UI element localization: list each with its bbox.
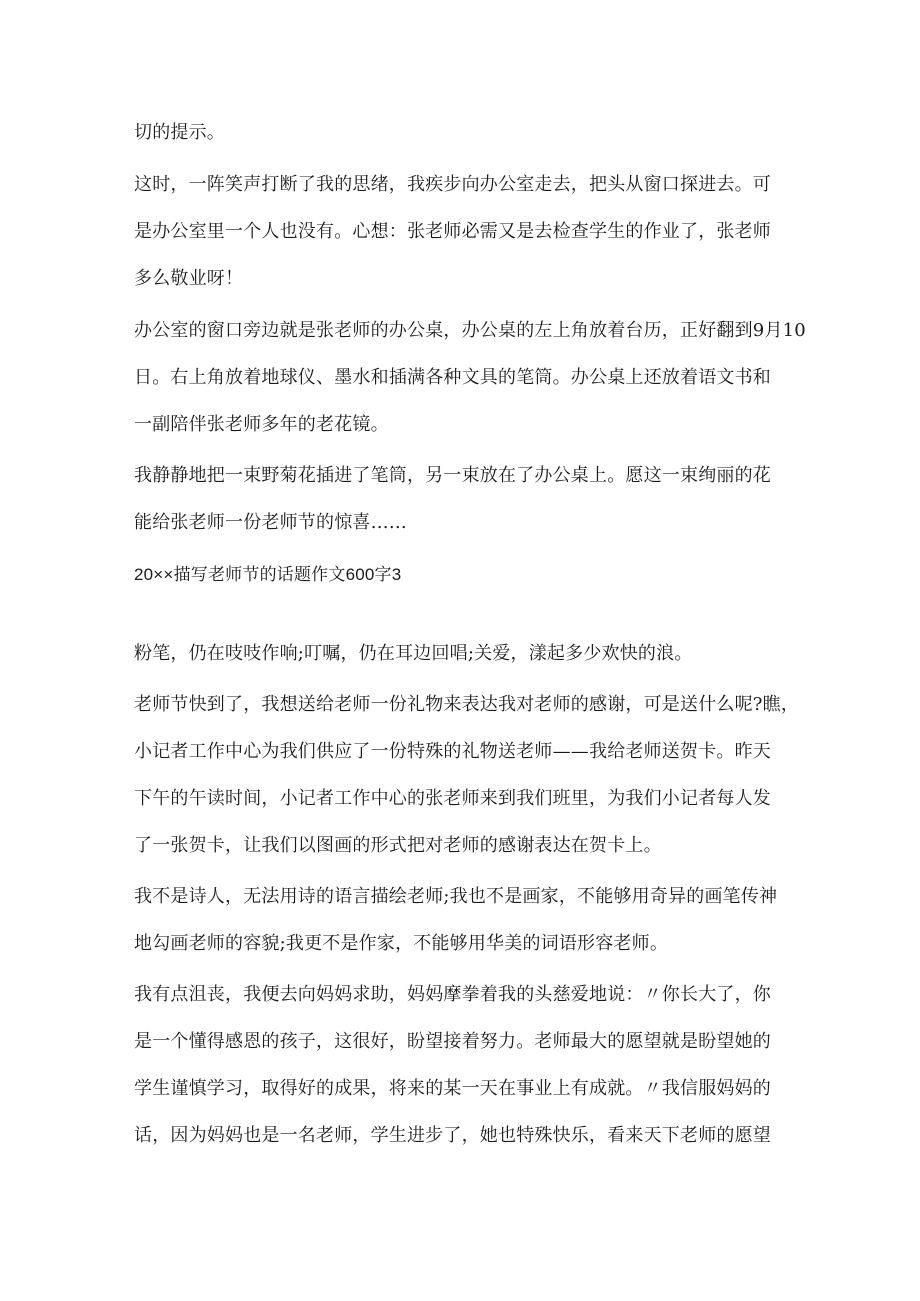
paragraph-line: 我不是诗人，无法用诗的语言描绘老师;我也不是画家，不能够用奇异的画笔传神	[134, 886, 778, 907]
paragraph-line: 小记者工作中心为我们供应了一份特殊的礼物送老师——我给老师送贺卡。昨天	[134, 741, 771, 762]
paragraph-line: 我有点沮丧，我便去向妈妈求助，妈妈摩拳着我的头慈爱地说：〃你长大了，你	[134, 984, 771, 1005]
paragraph-line: 粉笔，仍在吱吱作响;叮嘱，仍在耳边回唱;关爱，漾起多少欢快的浪。	[134, 643, 693, 664]
paragraph-line: 是办公室里一个人也没有。心想：张老师必需又是去检查学生的作业了，张老师	[134, 221, 771, 242]
paragraph-line: 这时，一阵笑声打断了我的思绪，我疾步向办公室走去，把头从窗口探进去。可	[134, 174, 771, 195]
paragraph-line: 能给张老师一份老师节的惊喜……	[134, 512, 407, 533]
paragraph-line: 下午的午读时间，小记者工作中心的张老师来到我们班里，为我们小记者每人发	[134, 788, 771, 809]
paragraph-line: 地勾画老师的容貌;我更不是作家，不能够用华美的词语形容老师。	[134, 933, 669, 954]
paragraph-line: 办公室的窗口旁边就是张老师的办公桌，办公桌的左上角放着台历，正好翻到9月10	[134, 320, 806, 341]
paragraph-line: 话，因为妈妈也是一名老师，学生进步了，她也特殊快乐，看来天下老师的愿望	[134, 1125, 771, 1146]
paragraph-line: 了一张贺卡，让我们以图画的形式把对老师的感谢表达在贺卡上。	[134, 835, 662, 856]
section-heading: 20××描写老师节的话题作文600字3	[134, 565, 402, 584]
paragraph-line: 多么敬业呀！	[134, 268, 244, 289]
paragraph-line: 老师节快到了，我想送给老师一份礼物来表达我对老师的感谢，可是送什么呢?瞧，	[134, 694, 800, 715]
paragraph-line: 学生谨慎学习，取得好的成果，将来的某一天在事业上有成就。〃我信服妈妈的	[134, 1078, 771, 1099]
paragraph-line: 是一个懂得感恩的孩子，这很好，盼望接着努力。老师最大的愿望就是盼望她的	[134, 1031, 771, 1052]
paragraph-line: 我静静地把一束野菊花插进了笔筒，另一束放在了办公桌上。愿这一束绚丽的花	[134, 465, 771, 486]
paragraph-line: 日。右上角放着地球仪、墨水和插满各种文具的笔筒。办公桌上还放着语文书和	[134, 367, 771, 388]
paragraph-line: 一副陪伴张老师多年的老花镜。	[134, 414, 389, 435]
paragraph-line: 切的提示。	[134, 122, 225, 143]
